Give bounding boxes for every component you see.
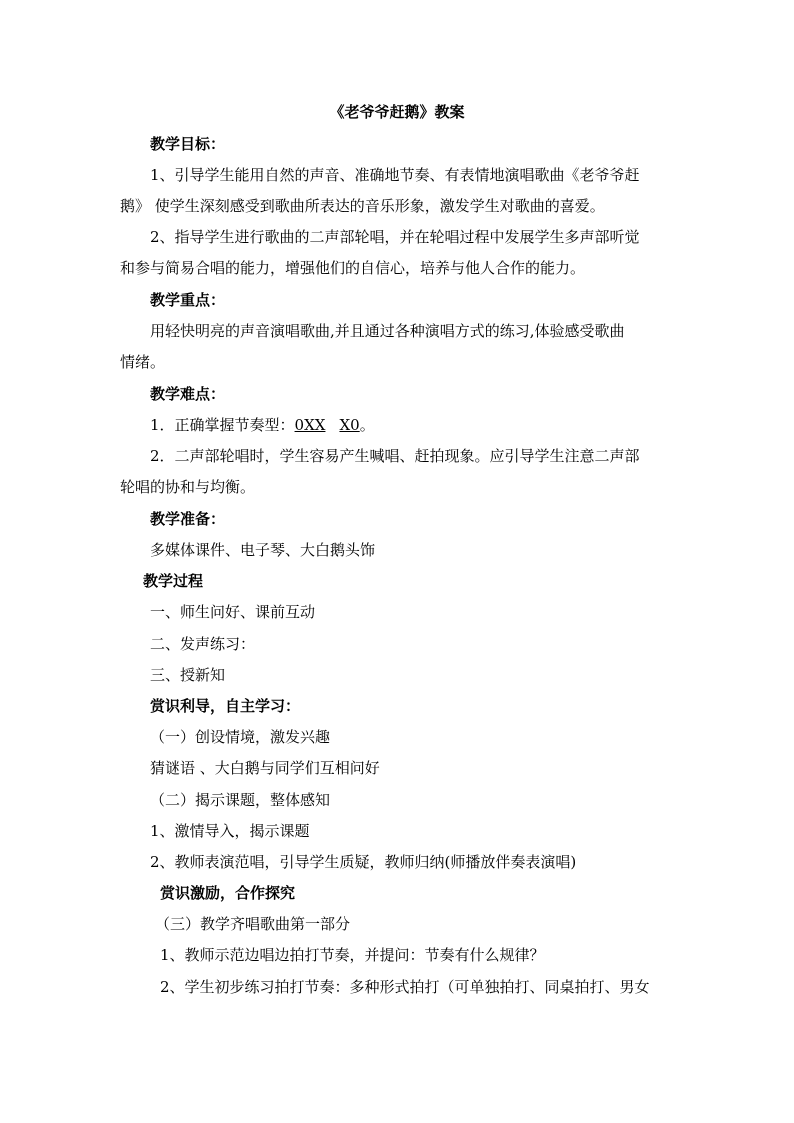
- difficulty-item-1-suffix: 。: [359, 416, 375, 434]
- subsection-1: （一）创设情境，激发兴趣: [150, 728, 331, 746]
- difficulty-heading: 教学难点：: [150, 385, 226, 403]
- prep-text: 多媒体课件、电子琴、大白鹅头饰: [150, 541, 376, 559]
- subsection-3-item-1: 1、教师示范边唱边拍打节奏，并提问：节奏有什么规律？: [160, 946, 545, 964]
- focus-line-1: 用轻快明亮的声音演唱歌曲,并且通过各种演唱方式的练习,体验感受歌曲: [150, 322, 625, 340]
- focus-heading: 教学重点：: [150, 291, 226, 309]
- process-heading: 教学过程: [143, 572, 204, 590]
- process-step-2: 二、发声练习：: [150, 635, 256, 653]
- goals-item-2-line-2: 和参与简易合唱的能力，增强他们的自信心，培养与他人合作的能力。: [120, 259, 586, 277]
- prep-heading: 教学准备：: [150, 510, 226, 528]
- focus-line-2: 情绪。: [120, 353, 166, 371]
- subsection-2: （二）揭示课题，整体感知: [150, 791, 331, 809]
- rhythm-pattern-2: X0: [339, 416, 360, 434]
- difficulty-item-2-line-1: 2．二声部轮唱时，学生容易产生喊唱、赶拍现象。应引导学生注意二声部: [150, 447, 640, 465]
- subsection-2-item-2: 2、教师表演范唱，引导学生质疑，教师归纳(师播放伴奏表演唱): [150, 853, 577, 871]
- difficulty-item-2-line-2: 轮唱的协和与均衡。: [120, 478, 256, 496]
- goals-item-1-line-2: 鹅》 使学生深刻感受到歌曲所表达的音乐形象，激发学生对歌曲的喜爱。: [120, 197, 605, 215]
- subsection-2-item-1: 1、激情导入，揭示课题: [150, 822, 310, 840]
- document-title: 《老爷爷赶鹅》教案: [329, 103, 465, 121]
- goals-item-1-line-1: 1、引导学生能用自然的声音、准确地节奏、有表情地演唱歌曲《老爷爷赶: [150, 166, 640, 184]
- goals-heading: 教学目标：: [150, 135, 226, 153]
- process-step-1: 一、师生问好、课前互动: [150, 603, 316, 621]
- difficulty-item-1-prefix: 1．正确掌握节奏型：: [150, 416, 295, 434]
- goals-item-2-line-1: 2、指导学生进行歌曲的二声部轮唱，并在轮唱过程中发展学生多声部听觉: [150, 228, 640, 246]
- subsection-1-text: 猜谜语 、大白鹅与同学们互相问好: [150, 759, 380, 777]
- process-step-3: 三、授新知: [150, 666, 226, 684]
- section-1-heading: 赏识利导，自主学习：: [150, 697, 301, 715]
- subsection-3-item-2: 2、学生初步练习拍打节奏：多种形式拍打（可单独拍打、同桌拍打、男女: [160, 978, 650, 996]
- rhythm-pattern-1: 0XX: [294, 416, 326, 434]
- section-2-heading: 赏识激励，合作探究: [160, 884, 296, 902]
- subsection-3: （三）教学齐唱歌曲第一部分: [155, 915, 351, 933]
- difficulty-item-1: [150, 415, 710, 435]
